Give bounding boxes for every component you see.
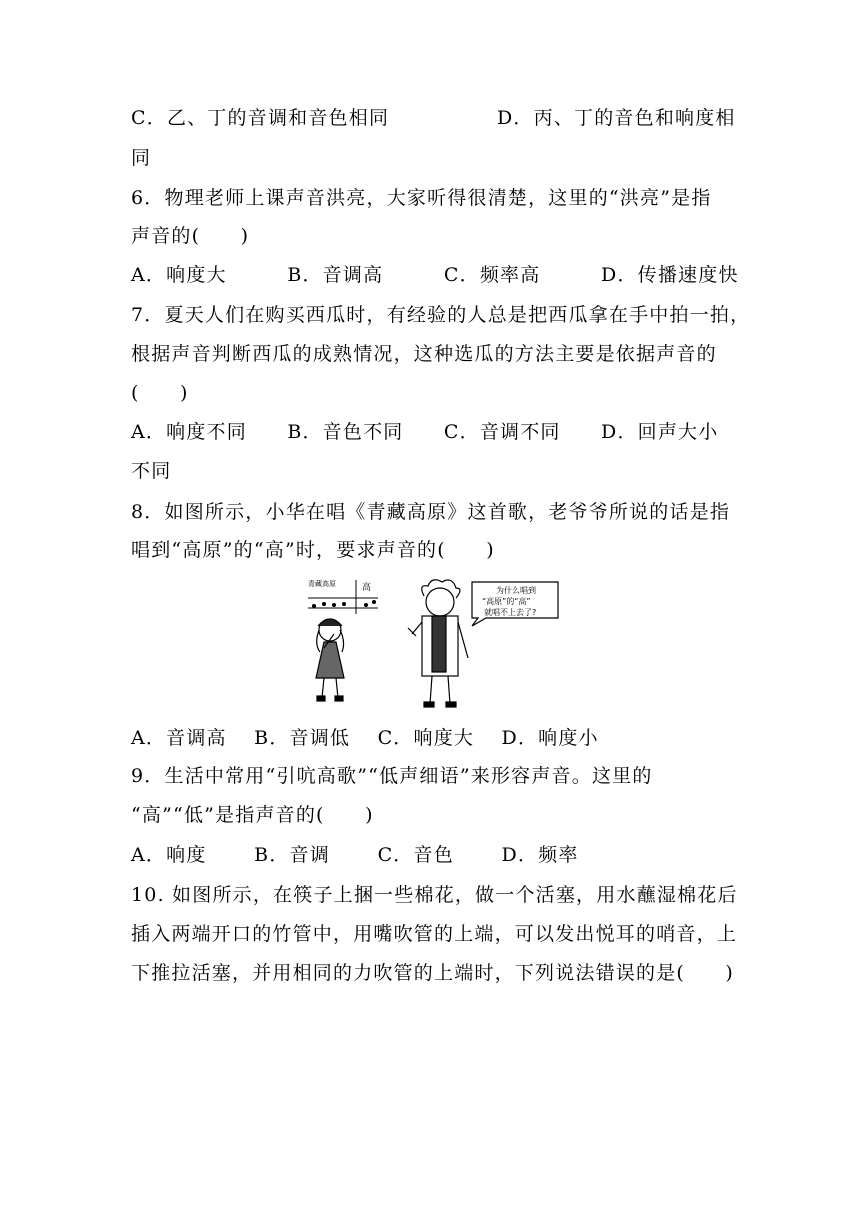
q9-options: A．响度 B．音调 C．音色 D．频率 [131,844,579,866]
q6-stem-line-2: 声音的( ) [131,225,250,247]
q5-option-d-continued: 同 [131,147,152,169]
bubble-text-1: 为什么唱到 [496,586,536,595]
q5-option-d: D．丙、丁的音色和响度相 [497,107,736,129]
q7-stem-line-1: 7．夏天人们在购买西瓜时，有经验的人总是把西瓜拿在手中拍一拍， [131,304,751,326]
q10-stem-line-2: 插入两端开口的竹管中，用嘴吹管的上端，可以发出悦耳的哨音，上 [131,923,738,945]
q7-stem-line-3: ( ) [131,382,189,404]
q10-stem-line-1: 10. 如图所示，在筷子上捆一些棉花，做一个活塞，用水蘸湿棉花后 [131,884,738,906]
girl-singer-figure [316,619,344,701]
grandpa-figure [408,580,468,707]
q9-stem-line-1: 9．生活中常用“引吭高歌”“低声细语”来形容声音。这里的 [131,765,653,787]
score-note: 高 [362,583,372,593]
q10-stem-line-3: 下推拉活塞，并用相同的力吹管的上端时，下列说法错误的是( ) [131,962,735,984]
music-score-fragment [308,579,378,614]
q8-stem-line-1: 8．如图所示，小华在唱《青藏高原》这首歌，老爷爷所说的话是指 [131,501,731,523]
q6-options: A．响度大 B．音调高 C．频率高 D．传播速度快 [131,264,739,286]
q6-stem-line-1: 6．物理老师上课声音洪亮，大家听得很清楚，这里的“洪亮”是指 [131,187,712,209]
q7-stem-line-2: 根据声音判断西瓜的成熟情况，这种选瓜的方法主要是依据声音的 [131,343,717,365]
q8-illustration [300,574,562,712]
q5-option-c: C．乙、丁的音调和音色相同 [131,107,390,129]
speech-bubble [472,582,558,626]
q8-options: A．音调高 B．音调低 C．响度大 D．响度小 [131,727,599,749]
bubble-text-2: “高原”的“高” [482,597,531,606]
q7-options-continued: 不同 [131,460,172,482]
q9-stem-line-2: “高”“低”是指声音的( ) [131,804,374,826]
q7-options: A．响度不同 B．音色不同 C．音调不同 D．回声大小 [131,421,719,443]
q8-stem-line-2: 唱到“高原”的“高”时，要求声音的( ) [131,539,495,561]
score-title: 青藏高原 [308,580,336,588]
bubble-text-3: 就唱不上去了? [484,608,537,617]
